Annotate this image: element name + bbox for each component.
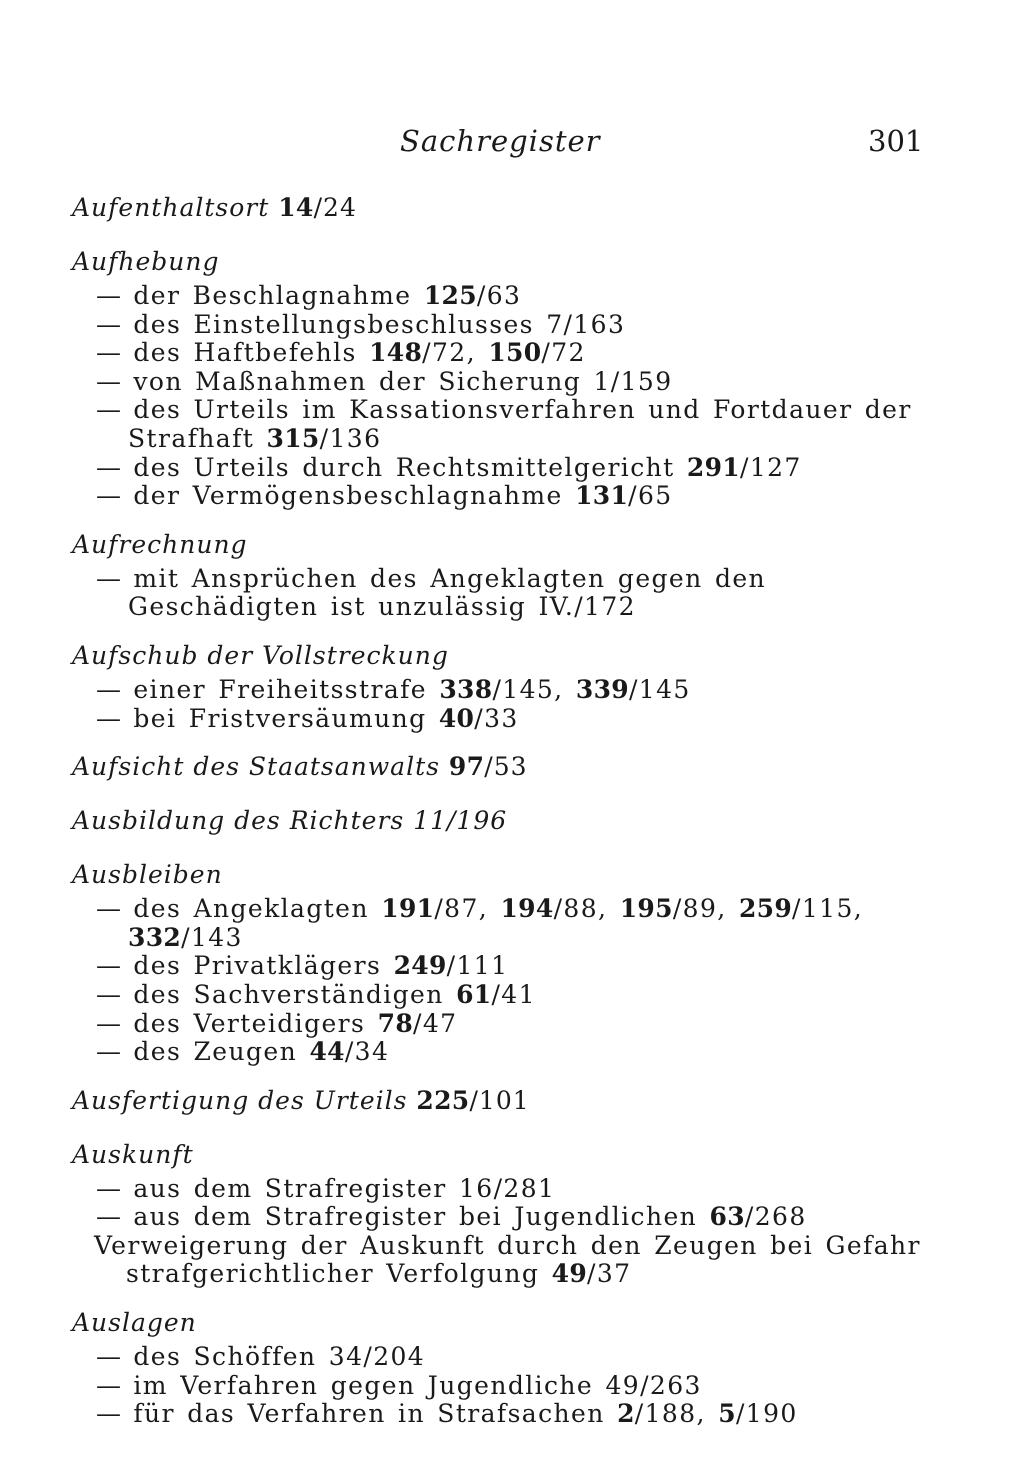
subentry-dash: — [96, 674, 121, 704]
entry-term: Ausfertigung des Urteils [72, 1085, 408, 1115]
subentry-dash: — [96, 481, 121, 511]
ref-bold-page: 150 [488, 338, 542, 368]
subentry-dash: — [96, 281, 121, 310]
index-entry [0, 1135, 1024, 1289]
subentry-text: der Beschlagnahme [133, 281, 412, 310]
entry-refs [269, 193, 357, 222]
index-entry [0, 855, 1024, 1067]
subentry-text: des Schöffen 34/204 [133, 1342, 426, 1372]
entry-heading [72, 1135, 1024, 1175]
subentry-dash: — [96, 366, 121, 396]
ref-page: /127 [740, 452, 802, 482]
entry-heading [72, 1303, 1024, 1343]
subentry-text: für das Verfahren in Strafsachen [133, 1399, 605, 1429]
subentry-text: bei Fristversäumung [133, 703, 427, 733]
subentry-dash: — [96, 1202, 121, 1232]
subentry-text: Verweigerung der Auskunft durch den Zeugen bei Gefahr strafgerichtlicher Verfolgung [94, 1230, 921, 1289]
subentry-dash: — [96, 395, 121, 425]
ref-bold-page: 131 [575, 481, 629, 511]
subentry [96, 895, 950, 952]
ref-page: /145, [492, 674, 564, 704]
index-entry [0, 1081, 1024, 1121]
index-entry [0, 1303, 1024, 1429]
subentry-dash: — [96, 1008, 121, 1038]
subentry [96, 282, 950, 311]
subentry-dash: — [96, 338, 121, 368]
ref-bold-page: 2 [617, 1399, 635, 1429]
ref-bold-page: 125 [423, 281, 477, 310]
subject-index [0, 188, 1024, 1443]
subentry-dash: — [96, 309, 121, 339]
entry-term: Aufenthaltsort [72, 193, 270, 222]
subentry-text: einer Freiheitsstrafe [133, 674, 427, 704]
ref-page: /87, [434, 894, 489, 924]
subentry-dash: — [96, 1037, 121, 1067]
ref-bold-page: 339 [575, 674, 629, 704]
ref-page: /101 [469, 1085, 530, 1115]
subentry-text: aus dem Strafregister 16/281 [133, 1173, 556, 1203]
subentry [96, 1372, 950, 1401]
subentry-text: des Urteils durch Rechtsmittelgericht [133, 452, 675, 482]
ref-page: /63 [476, 281, 522, 310]
subentry-dash: — [96, 703, 121, 733]
subentry-text: des Privatklägers [133, 951, 382, 981]
ref-page: /111 [446, 951, 509, 981]
page-number: 301 [868, 124, 924, 158]
subentry-dash: — [96, 951, 121, 981]
subentry [96, 1343, 950, 1372]
ref-bold-page: 225 [416, 1085, 470, 1115]
subentry [96, 454, 950, 483]
subentry [96, 705, 950, 734]
entry-heading [72, 525, 1024, 565]
ref-bold-page: 78 [377, 1008, 414, 1038]
entry-heading [72, 188, 1024, 228]
ref-bold-page: 14 [278, 193, 314, 222]
running-head [0, 124, 1024, 164]
ref-bold-page: 148 [369, 338, 423, 368]
entry-term: Auskunft [72, 1139, 194, 1169]
subentry [96, 676, 950, 705]
subentry [96, 482, 950, 511]
subentry-dash: — [96, 563, 121, 593]
subentry-dash: — [96, 1342, 121, 1372]
entry-refs [407, 1086, 529, 1115]
subentry [96, 1038, 950, 1067]
ref-bold-page: 338 [439, 674, 493, 704]
entry-term: Aufsicht des Staatsanwalts [72, 752, 440, 782]
ref-bold-page: 97 [448, 752, 485, 782]
index-entry [0, 801, 1024, 841]
ref-page: /143 [181, 922, 243, 952]
subentry-text: mit Ansprüchen des Angeklagten gegen den Geschädigten ist unzulässig IV./172 [128, 563, 767, 622]
entry-heading [72, 801, 1024, 841]
subentry [96, 1175, 950, 1204]
index-entry [0, 636, 1024, 733]
subentry-text: des Angeklagten [133, 894, 369, 924]
subentry [94, 1232, 948, 1289]
entry-heading [72, 636, 1024, 676]
subentry-text: des Sachverständigen [133, 979, 444, 1009]
subentry-text: des Verteidigers [133, 1008, 366, 1038]
subentry-text: von Maßnahmen der Sicherung 1/159 [133, 366, 673, 396]
subentry-text: der Vermögensbeschlagnahme [133, 481, 563, 511]
subentry [96, 311, 950, 340]
subentry-text: des Urteils im Kassationsverfahren und Fortdauer der Strafhaft [128, 395, 912, 453]
ref-bold-page: 5 [718, 1399, 736, 1429]
subentry-text: aus dem Strafregister bei Jugendlichen [133, 1202, 698, 1232]
subentry-text: des Zeugen [133, 1037, 298, 1067]
index-entry [0, 188, 1024, 228]
entry-term: Auslagen [72, 1308, 197, 1338]
ref-bold-page: 259 [738, 894, 793, 924]
ref-page: /268 [744, 1202, 807, 1232]
entry-refs [440, 752, 528, 781]
ref-page: /47 [413, 1008, 458, 1038]
subentry [96, 981, 950, 1010]
ref-page: /33 [474, 703, 519, 733]
ref-page: /188, [634, 1399, 706, 1429]
entry-heading [72, 242, 1024, 282]
subentry [96, 396, 950, 453]
subentry-dash: — [96, 1399, 121, 1429]
ref-bold-page: 332 [128, 922, 182, 952]
subentry [96, 1203, 950, 1232]
ref-bold-page: 44 [309, 1037, 345, 1067]
running-head-title: Sachregister [400, 124, 601, 158]
ref-page: /34 [344, 1037, 390, 1067]
ref-bold-page: 191 [381, 894, 435, 924]
subentry-dash: — [96, 1370, 121, 1400]
ref-bold-page: 291 [686, 452, 740, 482]
ref-bold-page: 194 [500, 894, 554, 924]
ref-page: /53 [484, 752, 528, 782]
ref-page: /89, [672, 894, 727, 924]
subentry-text: des Einstellungsbeschlusses 7/163 [133, 309, 626, 339]
ref-bold-page: 61 [456, 979, 492, 1009]
subentry [96, 952, 950, 981]
ref-page: /145 [628, 674, 691, 704]
subentry-dash: — [96, 1173, 121, 1203]
entry-term: Aufrechnung [72, 529, 248, 559]
ref-bold-page: 63 [709, 1202, 745, 1232]
ref-bold-page: 40 [438, 703, 475, 733]
subentry-dash: — [96, 452, 121, 482]
subentry [96, 1400, 950, 1429]
entry-heading [72, 1081, 1024, 1121]
ref-page: /72, [422, 338, 476, 368]
ref-page: /88, [553, 894, 608, 924]
entry-term: Aufhebung [72, 247, 220, 276]
index-entry [0, 747, 1024, 787]
entry-term: Ausbildung des Richters 11/196 [72, 806, 508, 836]
entry-heading [72, 747, 1024, 787]
subentry-dash: — [96, 894, 121, 924]
ref-bold-page: 315 [266, 423, 320, 453]
ref-page: /24 [313, 193, 357, 222]
ref-page: /190 [735, 1399, 798, 1429]
subentry [96, 368, 950, 397]
entry-term: Ausbleiben [72, 860, 223, 890]
index-entry [0, 242, 1024, 511]
ref-page: /65 [628, 481, 673, 511]
ref-page: /115, [792, 894, 864, 924]
subentry-dash: — [96, 979, 121, 1009]
ref-bold-page: 195 [619, 894, 673, 924]
ref-bold-page: 49 [551, 1259, 588, 1289]
entry-term: Aufschub der Vollstreckung [72, 640, 449, 670]
ref-page: /136 [319, 423, 382, 453]
index-entry [0, 525, 1024, 622]
subentry-text: des Haftbefehls [133, 338, 357, 368]
subentry [96, 339, 950, 368]
ref-page: /72 [541, 338, 586, 368]
ref-bold-page: 249 [393, 951, 447, 981]
subentry [96, 565, 950, 622]
ref-page: /41 [491, 979, 536, 1009]
subentry-text: im Verfahren gegen Jugendliche 49/263 [133, 1370, 702, 1400]
subentry [96, 1010, 950, 1039]
entry-heading [72, 855, 1024, 895]
ref-page: /37 [587, 1259, 632, 1289]
